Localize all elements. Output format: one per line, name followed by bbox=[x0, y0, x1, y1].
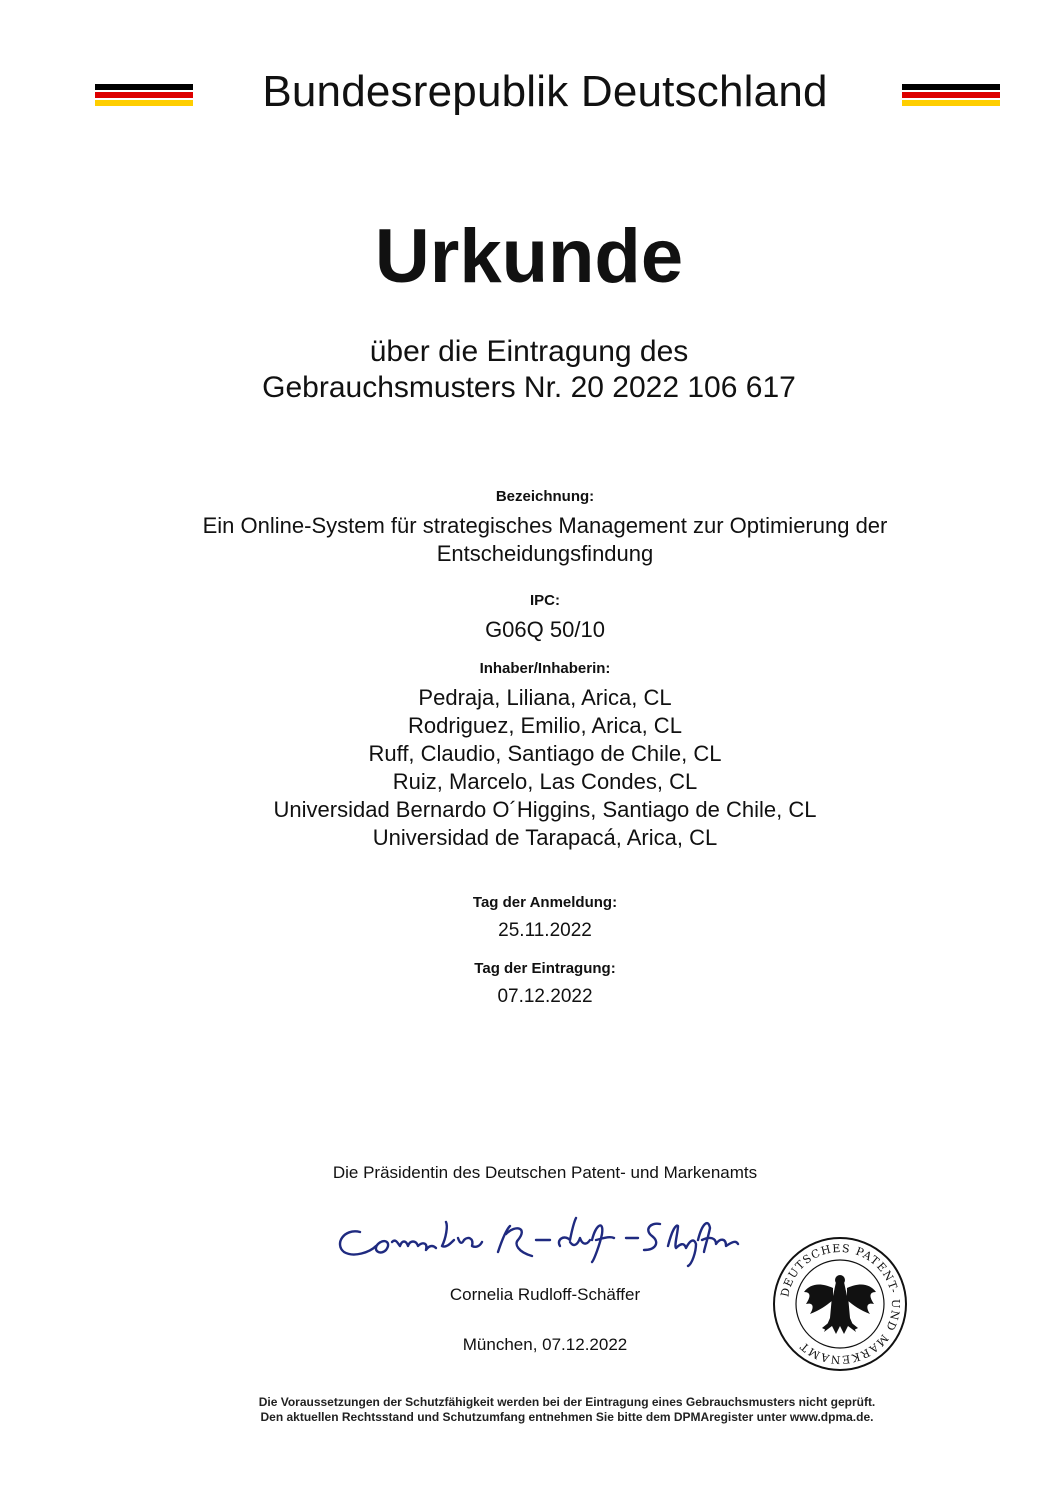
holder-item: Ruff, Claudio, Santiago de Chile, CL bbox=[368, 741, 722, 766]
place-date: München, 07.12.2022 bbox=[462, 1335, 628, 1354]
registration-label: Tag der Eintragung: bbox=[474, 960, 616, 977]
president-name: Cornelia Rudloff-Schäffer bbox=[449, 1285, 641, 1304]
svg-text:DEUTSCHES PATENT- UND MARKENAM: DEUTSCHES PATENT- UND MARKENAMT bbox=[778, 1241, 903, 1367]
legal-notice-line-2: Den aktuellen Rechtsstand und Schutzumfang entnehmen Sie bitte dem DPMAregister unter www.dpma.de. bbox=[260, 1410, 874, 1424]
president-title bbox=[100, 1162, 990, 1184]
registration-section bbox=[100, 958, 990, 1008]
ipc-label: IPC: bbox=[530, 592, 560, 609]
holder-item: Pedraja, Liliana, Arica, CL bbox=[418, 685, 672, 710]
ipc-value: G06Q 50/10 bbox=[485, 617, 605, 642]
dpma-seal-image bbox=[770, 1234, 910, 1374]
legal-notice bbox=[222, 1395, 912, 1425]
holders-label: Inhaber/Inhaberin: bbox=[479, 660, 611, 677]
designation-line-1: Ein Online-System für strategisches Management zur Optimierung der bbox=[202, 513, 888, 538]
holders-list bbox=[100, 684, 990, 852]
ipc-section bbox=[100, 590, 990, 644]
document-title: Urkunde bbox=[374, 214, 684, 299]
filing-label: Tag der Anmeldung: bbox=[472, 894, 618, 911]
holder-item: Rodriguez, Emilio, Arica, CL bbox=[408, 713, 682, 738]
document-subtitle bbox=[0, 334, 1058, 406]
signature-image bbox=[330, 1210, 770, 1270]
german-flag-left bbox=[95, 84, 193, 106]
legal-notice-line-1: Die Voraussetzungen der Schutzfähigkeit werden bei der Eintragung eines Gebrauchsmusters nicht geprüft. bbox=[258, 1395, 876, 1409]
designation-section bbox=[100, 486, 990, 568]
designation-line-2: Entscheidungsfindung bbox=[436, 541, 654, 566]
subtitle-line-2: Gebrauchsmusters Nr. 20 2022 106 617 bbox=[262, 371, 796, 404]
president-title-text: Die Präsidentin des Deutschen Patent- und Markenamts bbox=[332, 1163, 758, 1182]
holders-section bbox=[100, 658, 990, 852]
german-flag-right bbox=[902, 84, 1000, 106]
filing-date: 25.11.2022 bbox=[498, 920, 592, 941]
holder-item: Universidad Bernardo O´Higgins, Santiago de Chile, CL bbox=[273, 797, 817, 822]
designation-label: Bezeichnung: bbox=[495, 488, 595, 505]
subtitle-line-1: über die Eintragung des bbox=[369, 335, 689, 368]
holder-item: Universidad de Tarapacá, Arica, CL bbox=[372, 825, 718, 850]
filing-section bbox=[100, 892, 990, 942]
holder-item: Ruiz, Marcelo, Las Condes, CL bbox=[392, 769, 698, 794]
country-header: Bundesrepublik Deutschland bbox=[262, 67, 828, 116]
registration-date: 07.12.2022 bbox=[497, 986, 593, 1007]
